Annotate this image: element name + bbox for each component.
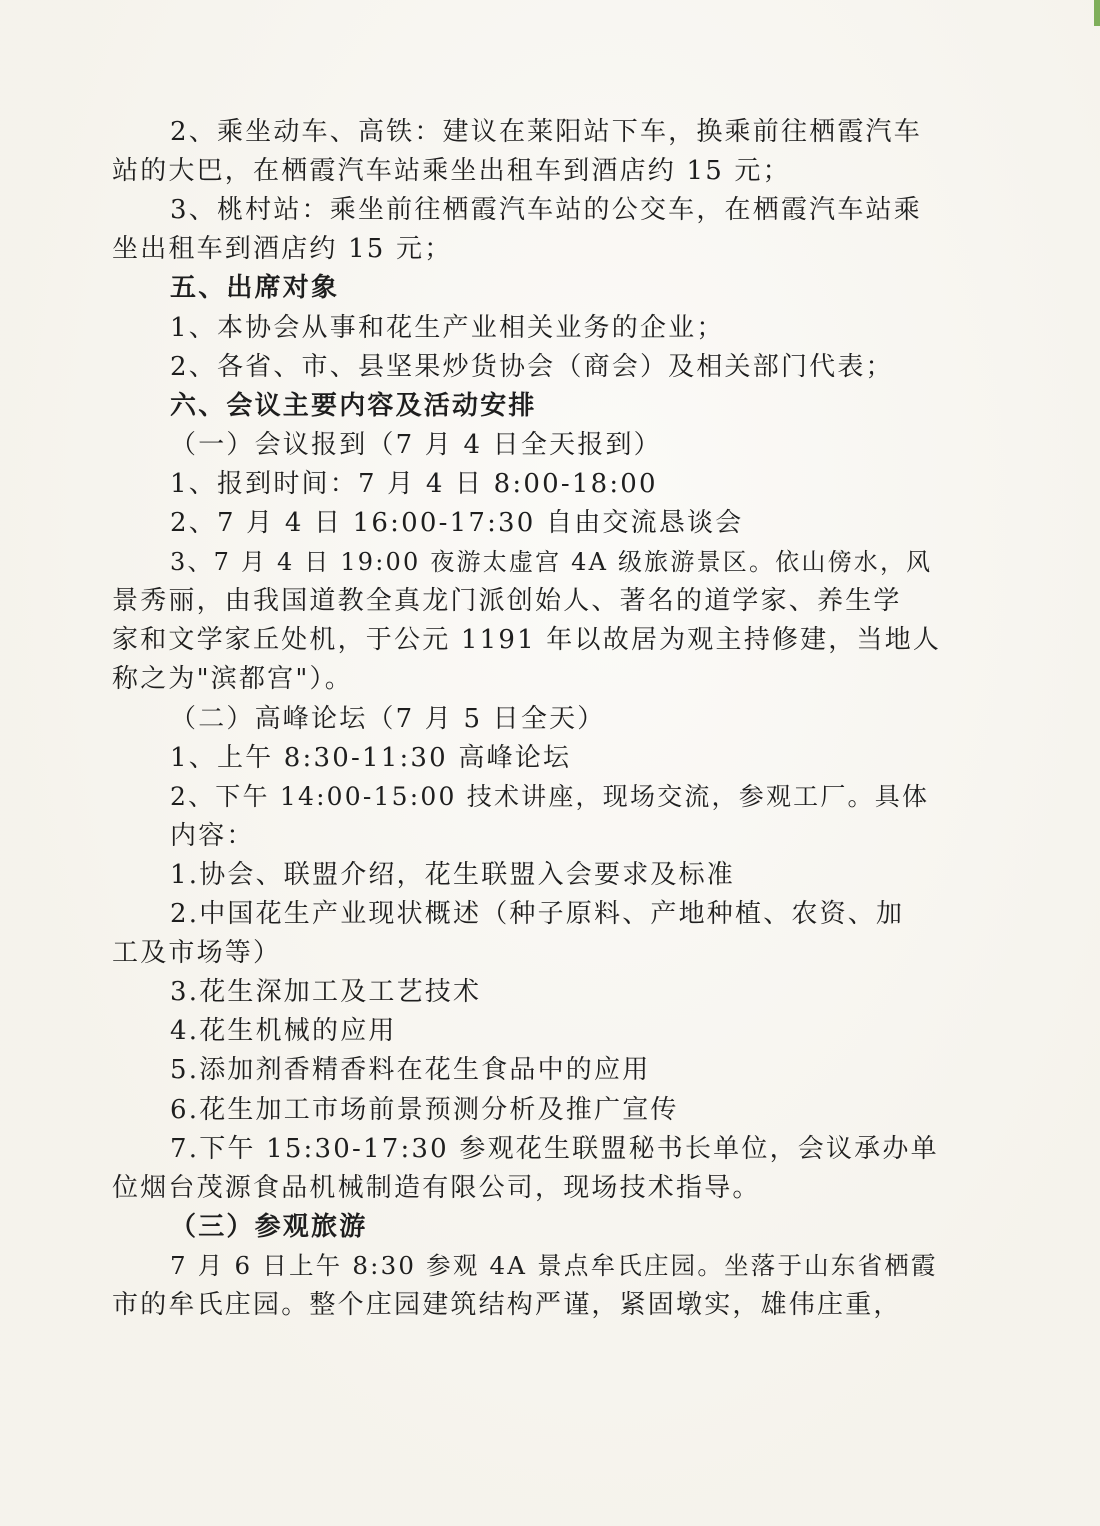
- text-line: 2、乘坐动车、高铁：建议在莱阳站下车，换乘前往栖霞汽车: [170, 117, 922, 147]
- text-line: 市的牟氏庄园。整个庄园建筑结构严谨，紧固墩实，雄伟庄重，: [112, 1290, 902, 1320]
- section-heading: 六、会议主要内容及活动安排: [170, 390, 537, 421]
- text-line: 3、桃村站：乘坐前往栖霞汽车站的公交车，在栖霞汽车站乘: [170, 195, 922, 226]
- section-heading: （三）参观旅游: [170, 1211, 368, 1242]
- text-line: 1.协会、联盟介绍，花生联盟入会要求及标准: [170, 859, 736, 890]
- text-line: 3、7 月 4 日 19:00 夜游太虚宫 4A 级旅游景区。依山傍水，风: [170, 548, 933, 577]
- text-line: 2、下午 14:00-15:00 技术讲座，现场交流，参观工厂。具体: [170, 781, 930, 811]
- text-line: 家和文学家丘处机，于公元 1191 年以故居为观主持修建，当地人: [112, 625, 942, 656]
- text-line: （二）高峰论坛（7 月 5 日全天）: [170, 703, 606, 734]
- text-line: 7 月 6 日上午 8:30 参观 4A 景点牟氏庄园。坐落于山东省栖霞: [170, 1250, 938, 1280]
- section-heading: 五、出席对象: [170, 273, 340, 304]
- text-line: 2.中国花生产业现状概述（种子原料、产地种植、农资、加: [170, 899, 905, 929]
- text-line: 1、本协会从事和花生产业相关业务的企业；: [170, 312, 725, 343]
- text-line: 1、报到时间：7 月 4 日 8:00-18:00: [170, 468, 658, 499]
- text-line: 坐出租车到酒店约 15 元；: [112, 234, 453, 265]
- text-line: 2、各省、市、县坚果炒货协会（商会）及相关部门代表；: [170, 351, 894, 382]
- text-line: 站的大巴，在栖霞汽车站乘坐出租车到酒店约 15 元；: [112, 156, 791, 187]
- text-line: 3.花生深加工及工艺技术: [170, 977, 482, 1008]
- text-line: 5.添加剂香精香料在花生食品中的应用: [170, 1055, 651, 1086]
- text-line: 内容：: [170, 820, 255, 851]
- text-line: 2、7 月 4 日 16:00-17:30 自由交流恳谈会: [170, 508, 744, 538]
- text-line: 4.花生机械的应用: [170, 1016, 397, 1047]
- text-line: 7.下午 15:30-17:30 参观花生联盟秘书长单位，会议承办单: [170, 1133, 939, 1164]
- text-line: 6.花生加工市场前景预测分析及推广宣传: [170, 1094, 679, 1125]
- text-line: 1、上午 8:30-11:30 高峰论坛: [170, 742, 572, 773]
- text-line: 景秀丽，由我国道教全真龙门派创始人、著名的道学家、养生学: [112, 586, 902, 617]
- text-line: （一）会议报到（7 月 4 日全天报到）: [170, 429, 662, 460]
- text-line: 工及市场等）: [112, 938, 282, 969]
- page-edge-mark: [1094, 0, 1100, 26]
- text-line: 位烟台茂源食品机械制造有限公司，现场技术指导。: [112, 1172, 761, 1203]
- text-line: 称之为"滨都宫"）。: [112, 664, 353, 695]
